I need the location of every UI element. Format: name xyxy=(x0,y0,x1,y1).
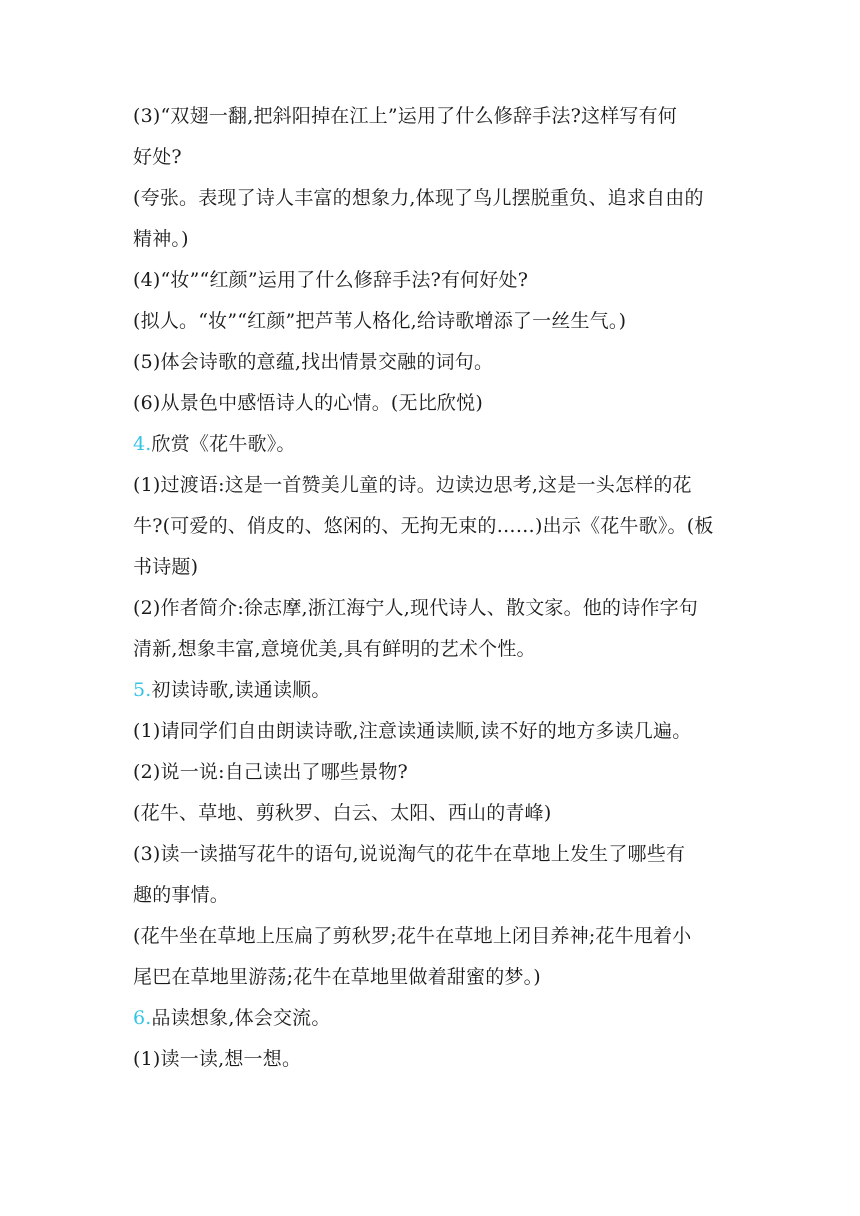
text-line: 清新,想象丰富,意境优美,具有鲜明的艺术个性。 xyxy=(133,638,536,660)
section-heading-6 xyxy=(133,998,733,1039)
section-number: 4. xyxy=(133,433,152,455)
text-line: (1)过渡语:这是一首赞美儿童的诗。边读边思考,这是一头怎样的花 xyxy=(133,474,692,496)
text-line: (拟人。“妆”“红颜”把芦苇人格化,给诗歌增添了一丝生气。) xyxy=(133,310,627,332)
document-page xyxy=(133,96,733,1080)
text-line: (2)说一说:自己读出了哪些景物? xyxy=(133,761,408,783)
text-line: (6)从景色中感悟诗人的心情。(无比欣悦) xyxy=(133,392,483,414)
section-heading-4 xyxy=(133,424,733,465)
text-line: (3)“双翅一翻,把斜阳掉在江上”运用了什么修辞手法?这样写有何 xyxy=(133,105,677,127)
section-number: 6. xyxy=(133,1007,152,1029)
text-line: 好处? xyxy=(133,146,182,168)
text-line: (3)读一读描写花牛的语句,说说淘气的花牛在草地上发生了哪些有 xyxy=(133,843,686,865)
section-number: 5. xyxy=(133,679,152,701)
text-line: (1)请同学们自由朗读诗歌,注意读通读顺,读不好的地方多读几遍。 xyxy=(133,720,692,742)
section-title: 品读想象,体会交流。 xyxy=(151,1007,331,1029)
text-line: (4)“妆”“红颜”运用了什么修辞手法?有何好处? xyxy=(133,269,529,291)
text-line: 书诗题) xyxy=(133,556,199,578)
text-line: (1)读一读,想一想。 xyxy=(133,1048,302,1070)
text-line: 尾巴在草地里游荡;花牛在草地里做着甜蜜的梦。) xyxy=(133,966,541,988)
text-line: (夸张。表现了诗人丰富的想象力,体现了鸟儿摆脱重负、追求自由的 xyxy=(133,187,704,209)
section-title: 初读诗歌,读通读顺。 xyxy=(151,679,331,701)
text-line: 趣的事情。 xyxy=(133,884,230,906)
section-heading-5 xyxy=(133,670,733,711)
text-line: (花牛坐在草地上压扁了剪秋罗;花牛在草地上闭目养神;花牛甩着小 xyxy=(133,925,692,947)
text-line: (5)体会诗歌的意蕴,找出情景交融的词句。 xyxy=(133,351,494,373)
text-line: 精神。) xyxy=(133,228,189,250)
section-title: 欣赏《花牛歌》。 xyxy=(151,433,296,455)
text-line: 牛?(可爱的、俏皮的、悠闲的、无拘无束的……)出示《花牛歌》。(板 xyxy=(133,515,714,537)
text-line: (花牛、草地、剪秋罗、白云、太阳、西山的青峰) xyxy=(133,802,552,824)
text-line: (2)作者简介:徐志摩,浙江海宁人,现代诗人、散文家。他的诗作字句 xyxy=(133,597,698,619)
